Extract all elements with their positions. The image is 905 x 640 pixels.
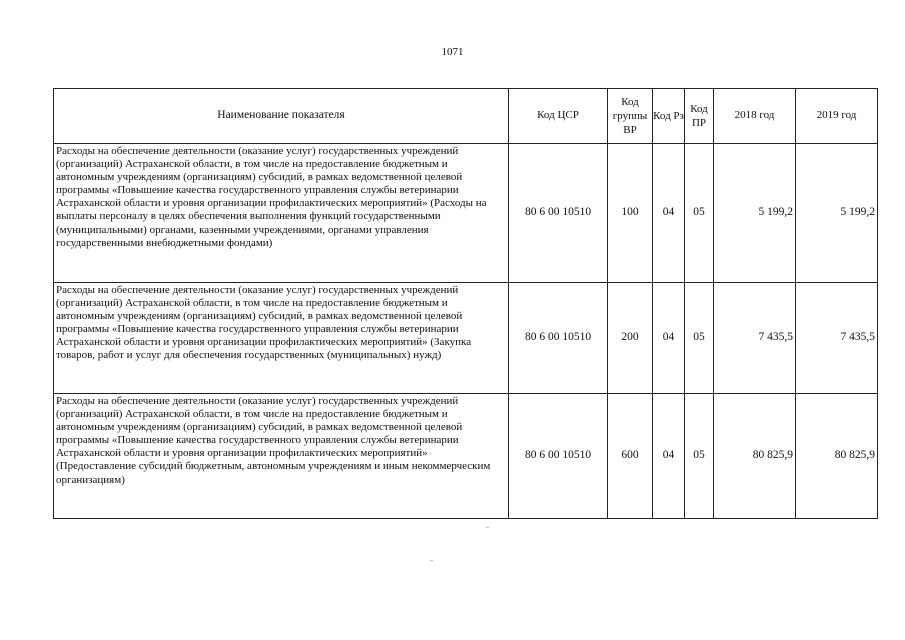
cell-pr: 05 [685,394,714,519]
cell-csr: 80 6 00 10510 [509,283,608,394]
header-name: Наименование показателя [54,89,509,144]
cell-2018: 7 435,5 [714,283,796,394]
table-row [54,394,878,519]
budget-table [53,88,878,519]
cell-csr: 80 6 00 10510 [509,394,608,519]
header-rz: Код Рз [653,89,685,144]
cell-name: Расходы на обеспечение деятельности (оказание услуг) государственных учреждений (организаций) Астраханской области, в том числе на предоставление бюджетным и автономным учреждениям (организациям) субсидий, в рамках ведомственной целевой программы «Повышение качества государственного управления службы ветеринарии Астраханской области и уровня организации профилактических мероприятий» (Предоставление субсидий бюджетным, автономным учреждениям и иным некоммерческим организациям) [54,394,509,519]
cell-2019: 80 825,9 [796,394,878,519]
cell-name: Расходы на обеспечение деятельности (оказание услуг) государственных учреждений (организаций) Астраханской области, в том числе на предоставление бюджетным и автономным учреждениям (организациям) субсидий, в рамках ведомственной целевой программы «Повышение качества государственного управления службы ветеринарии Астраханской области и уровня организации профилактических мероприятий» (Закупка товаров, работ и услуг для обеспечения государственных (муниципальных) нужд) [54,283,509,394]
header-csr: Код ЦСР [509,89,608,144]
header-pr: Код ПР [685,89,714,144]
scan-speck [486,527,489,528]
cell-pr: 05 [685,283,714,394]
cell-rz: 04 [653,283,685,394]
table-body [54,144,878,519]
cell-vr: 200 [608,283,653,394]
cell-2018: 5 199,2 [714,144,796,283]
scan-speck [430,560,433,561]
cell-vr: 600 [608,394,653,519]
header-2018: 2018 год [714,89,796,144]
cell-name: Расходы на обеспечение деятельности (оказание услуг) государственных учреждений (организаций) Астраханской области, в том числе на предоставление бюджетным и автономным учреждениям (организациям) субсидий, в рамках ведомственной целевой программы «Повышение качества государственного управления службы ветеринарии Астраханской области и уровня организации профилактических мероприятий» (Расходы на выплаты персоналу в целях обеспечения выполнения функций государственными (муниципальными) органами, казенными учреждениями, органами управления государственными внебюджетными фондами) [54,144,509,283]
table-row [54,283,878,394]
cell-2019: 5 199,2 [796,144,878,283]
table-row [54,144,878,283]
cell-pr: 05 [685,144,714,283]
cell-csr: 80 6 00 10510 [509,144,608,283]
cell-2018: 80 825,9 [714,394,796,519]
cell-rz: 04 [653,394,685,519]
cell-2019: 7 435,5 [796,283,878,394]
header-2019: 2019 год [796,89,878,144]
table-header-row [54,89,878,144]
cell-rz: 04 [653,144,685,283]
header-vr: Код группы ВР [608,89,653,144]
page-number: 1071 [441,46,464,58]
cell-vr: 100 [608,144,653,283]
